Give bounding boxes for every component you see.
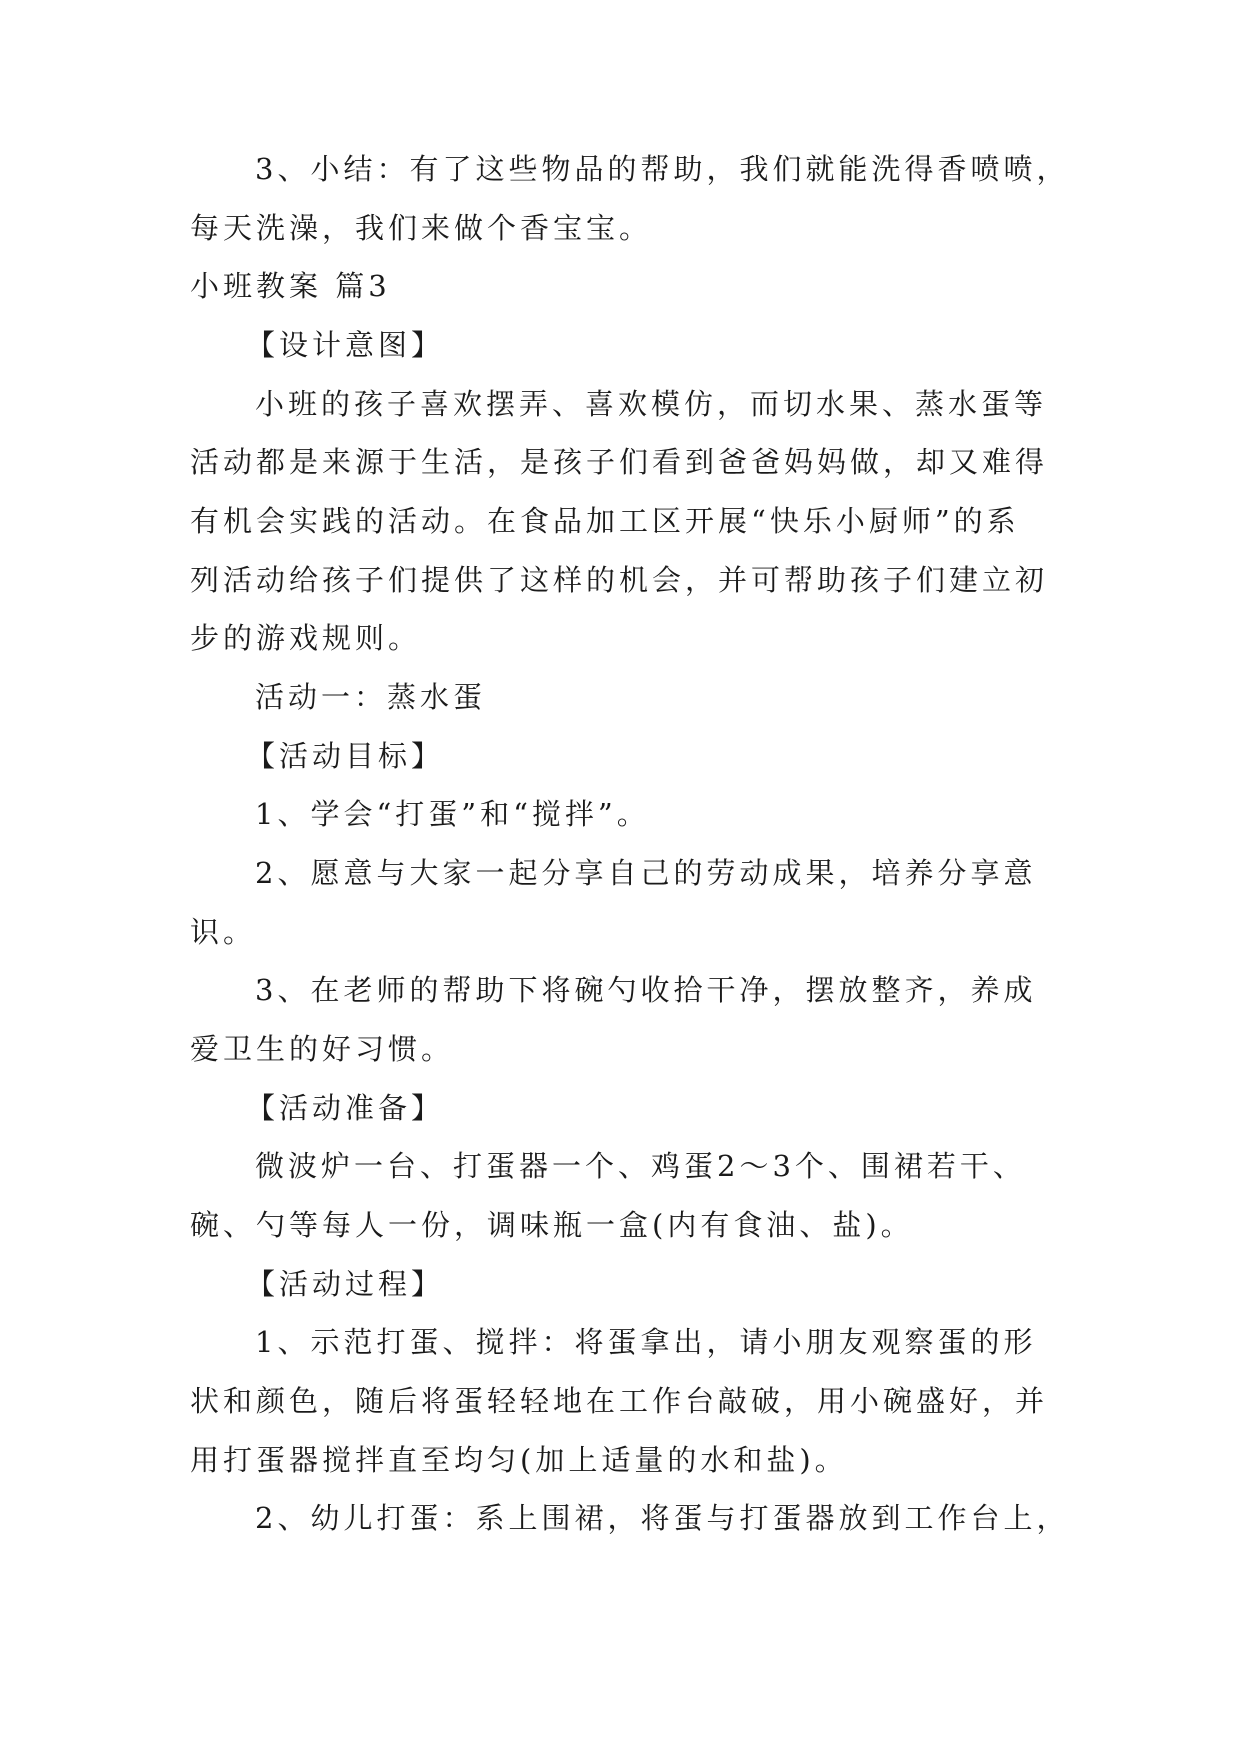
paragraph-line: 用打蛋器搅拌直至均匀(加上适量的水和盐)。 <box>190 1443 848 1477</box>
paragraph-line: 小班的孩子喜欢摆弄、喜欢模仿，而切水果、蒸水蛋等 <box>255 387 1048 421</box>
paragraph-line: 爱卫生的好习惯。 <box>190 1032 455 1066</box>
list-item: 3、在老师的帮助下将碗勺收拾干净，摆放整齐，养成 <box>255 973 1037 1007</box>
paragraph-line: 3、小结：有了这些物品的帮助，我们就能洗得香喷喷， <box>255 152 1070 186</box>
list-item: 2、幼儿打蛋：系上围裙，将蛋与打蛋器放到工作台上， <box>255 1501 1070 1535</box>
paragraph-line: 有机会实践的活动。在食品加工区开展“快乐小厨师”的系 <box>190 504 1020 538</box>
paragraph-line: 每天洗澡，我们来做个香宝宝。 <box>190 211 653 245</box>
subheading-design-intent: 【设计意图】 <box>246 328 445 362</box>
subheading-activity-goals: 【活动目标】 <box>246 739 445 773</box>
subheading-activity-prep: 【活动准备】 <box>246 1091 445 1125</box>
activity-title: 活动一：蒸水蛋 <box>255 680 487 714</box>
paragraph-line: 步的游戏规则。 <box>190 621 422 655</box>
list-item: 1、示范打蛋、搅拌：将蛋拿出，请小朋友观察蛋的形 <box>255 1325 1037 1359</box>
subheading-activity-process: 【活动过程】 <box>246 1267 445 1301</box>
paragraph-line: 碗、勺等每人一份，调味瓶一盒(内有食油、盐)。 <box>190 1208 914 1242</box>
section-heading: 小班教案 篇3 <box>190 269 391 303</box>
paragraph-line: 活动都是来源于生活，是孩子们看到爸爸妈妈做，却又难得 <box>190 445 1049 479</box>
list-item: 2、愿意与大家一起分享自己的劳动成果，培养分享意 <box>255 856 1037 890</box>
list-item: 1、学会“打蛋”和“搅拌”。 <box>255 797 650 831</box>
paragraph-line: 状和颜色，随后将蛋轻轻地在工作台敲破，用小碗盛好，并 <box>190 1384 1049 1418</box>
paragraph-line: 微波炉一台、打蛋器一个、鸡蛋2～3个、围裙若干、 <box>255 1149 1026 1183</box>
paragraph-line: 列活动给孩子们提供了这样的机会，并可帮助孩子们建立初 <box>190 563 1049 597</box>
paragraph-line: 识。 <box>190 915 257 949</box>
